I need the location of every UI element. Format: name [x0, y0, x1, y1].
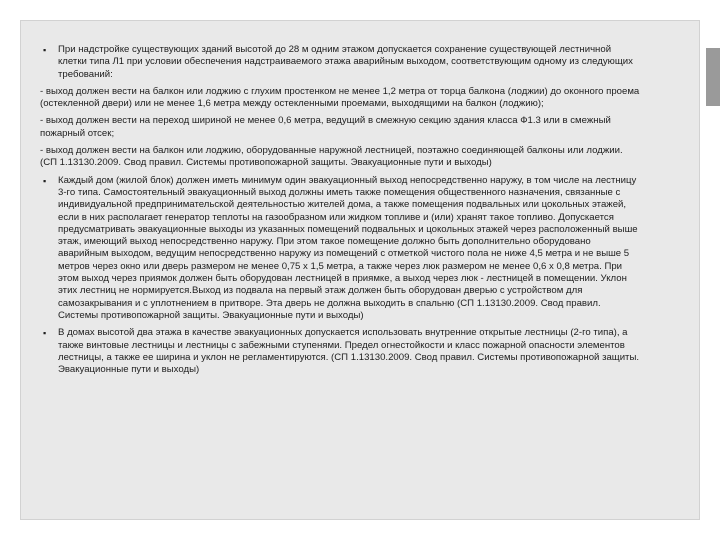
slide-accent-bar [706, 48, 720, 106]
bullet-square-icon: ▪ [43, 328, 47, 339]
slide-content [40, 44, 640, 381]
paragraph-text: Каждый дом (жилой блок) должен иметь минимум один эвакуационный выход непосредственно наружу, в том числе на лестницу 3-го типа. Самостоятельный эвакуационный выход должны иметь также помещения общественного назначения, связанные с индивидуальной предпринимательской деятельностью жителей дома, а также помещения подвальных или цокольных этажей, если в них располагает генератор теплоты на газообразном или жидком топливе и (или) хранят такое топливо. Допускается предусматривать эвакуационные выходы из указанных помещений подвальных и цокольных этажей через расположенный выше этаж, имеющий выход непосредственно наружу. При этом такое помещение должно быть дополнительно оборудовано аварийным выходом, ведущим непосредственно наружу из помещений с отметкой чистого пола не ниже 4,5 метра и не выше 5 метров через окно или дверь размером не менее 0,75 х 1,5 метра, а также через люк размером не менее 0,6 х 0,8 метра. При этом выход через приямок должен быть оборудован лестницей в приямке, а выход через люк - лестницей в помещении. Уклон этих лестниц не нормируется.Выход из подвала на первый этаж должен быть оборудован дверью с устройством для самозакрывания и с уплотнением в притворе. Эта дверь не должна выходить в спальню (СП 1.13130.2009. Свод правил. Системы противопожарной защиты. Эвакуационные пути и выходы) [58, 174, 638, 321]
paragraph-text: В домах высотой два этажа в качестве эвакуационных допускается использовать внутренние открытые лестницы (2-го типа), а также винтовые лестницы и лестницы с забежными ступенями. Предел огнестойкости и класс пожарной опасности элементов лестницы, а также ее ширина и уклон не регламентируются. (СП 1.13130.2009. Свод правил. Системы противопожарной защиты. Эвакуационные пути и выходы) [58, 327, 640, 376]
paragraph-text: При надстройке существующих зданий высотой до 28 м одним этажом допускается сохранение существующей лестничной клетки типа Л1 при условии обеспечения надстраиваемого этажа аварийным выходом, соответствующим одному из следующих требований: [58, 44, 633, 80]
paragraph-text: - выход должен вести на переход шириной не менее 0,6 метра, ведущий в смежную секцию здания класса Ф1.3 или в смежный пожарный отсек; [40, 115, 611, 139]
requirement-external-stair [40, 145, 640, 170]
paragraph-text: - выход должен вести на балкон или лоджию с глухим простенком не менее 1,2 метра от торца балкона (лоджии) до оконного проема (остекленной двери) или не менее 1,6 метра между остекленными проемами, выходящими на балкон (лоджию); [40, 85, 640, 110]
bullet-square-icon: ▪ [43, 45, 47, 55]
bullet-paragraph-house-exits [40, 175, 640, 323]
bullet-paragraph-intro [40, 44, 640, 81]
requirement-balcony [40, 86, 640, 111]
bullet-paragraph-two-storey [40, 327, 640, 376]
paragraph-text: - выход должен вести на балкон или лоджию, оборудованные наружной лестницей, поэтажно соединяющей балконы или лоджии. (СП 1.13130.2009. Свод правил. Системы противопожарной защиты. Эвакуационные пути и выходы) [40, 145, 623, 169]
bullet-square-icon: ▪ [43, 175, 47, 186]
requirement-passage [40, 115, 640, 140]
